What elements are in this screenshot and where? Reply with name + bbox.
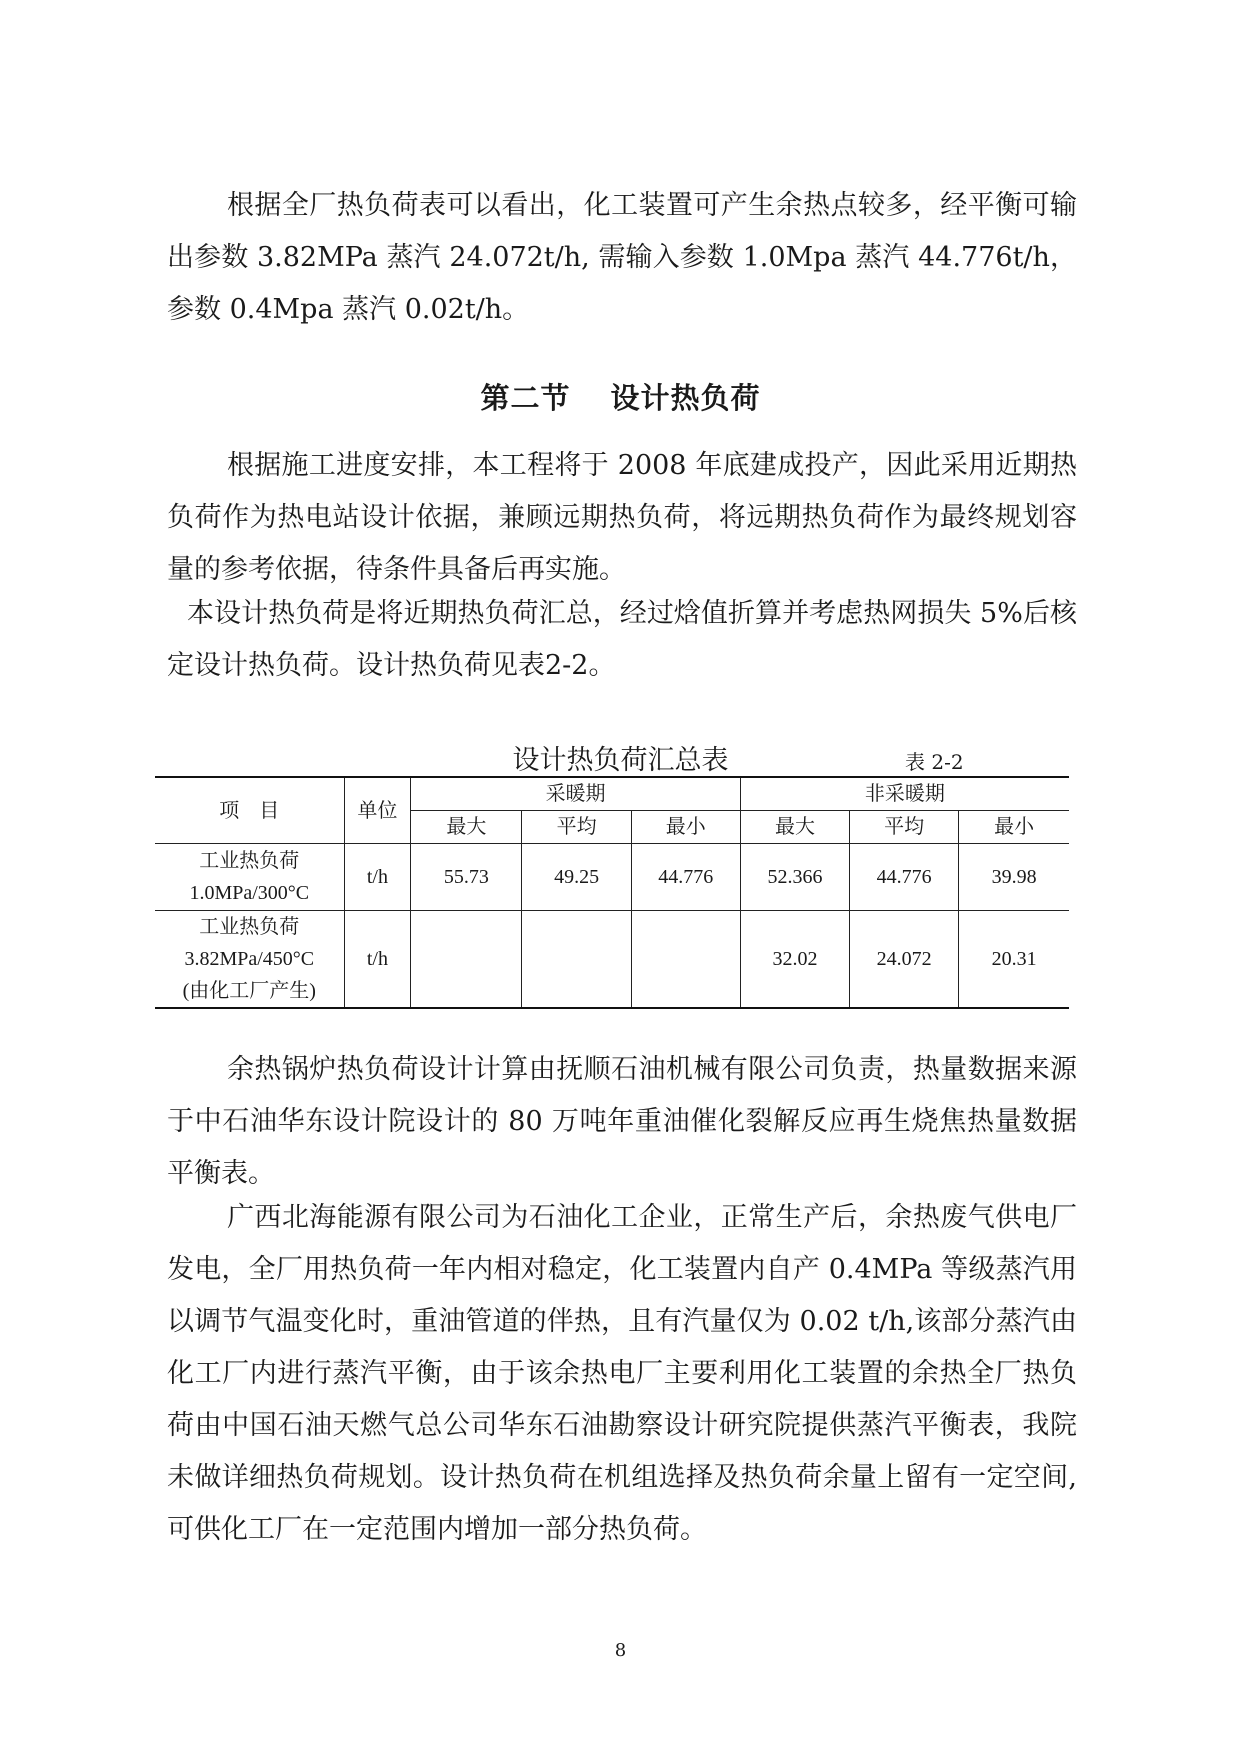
cell-non-heating-max: 52.366 xyxy=(740,844,849,911)
table-number: 表 2-2 xyxy=(905,750,964,774)
header-unit: 单位 xyxy=(344,777,411,844)
header-non-heating-min: 最小 xyxy=(959,811,1069,844)
row-unit: t/h xyxy=(344,911,411,1009)
row-item xyxy=(155,844,344,911)
cell-non-heating-avg: 44.776 xyxy=(850,844,959,911)
row-item xyxy=(155,911,344,1009)
section-title: 设计热负荷 xyxy=(610,381,761,415)
row-item-line3: (由化工厂产生) xyxy=(182,980,316,1002)
page-number: 8 xyxy=(614,1640,627,1661)
paragraph-waste-heat-boiler: 余热锅炉热负荷设计计算由抚顺石油机械有限公司负责，热量数据来源于中石油华东设计院设计的 80 万吨年重油催化裂解反应再生烧焦热量数据平衡表。 xyxy=(167,1054,1077,1189)
table-caption: 设计热负荷汇总表 xyxy=(512,745,729,776)
design-heat-load-table xyxy=(155,776,1069,1009)
row-item-line1: 工业热负荷 xyxy=(199,850,300,872)
cell-heating-max: 55.73 xyxy=(411,844,522,911)
header-item: 项 目 xyxy=(155,777,344,844)
header-heating-avg: 平均 xyxy=(522,811,631,844)
paragraph-heat-balance: 根据全厂热负荷表可以看出，化工装置可产生余热点较多，经平衡可输出参数 3.82MPa 蒸汽 24.072t/h, 需输入参数 1.0Mpa 蒸汽 44.776t/h，参数 0.4Mpa 蒸汽 0.02t/h。 xyxy=(167,190,1077,325)
header-heating-period: 采暖期 xyxy=(411,777,741,811)
section-heading xyxy=(0,376,1241,417)
cell-heating-min xyxy=(631,911,740,1009)
table-row xyxy=(155,911,1069,1009)
header-heating-max: 最大 xyxy=(411,811,522,844)
cell-non-heating-avg: 24.072 xyxy=(850,911,959,1009)
row-item-line2: 3.82MPa/450°C xyxy=(184,948,315,970)
paragraph-schedule: 根据施工进度安排，本工程将于 2008 年底建成投产，因此采用近期热负荷作为热电站设计依据，兼顾远期热负荷，将远期热负荷作为最终规划容量的参考依据，待条件具备后再实施。 xyxy=(167,450,1077,585)
cell-non-heating-max: 32.02 xyxy=(740,911,849,1009)
section-number: 第二节 xyxy=(480,381,571,415)
row-item-line2: 1.0MPa/300°C xyxy=(189,882,310,904)
cell-heating-max xyxy=(411,911,522,1009)
table-row xyxy=(155,844,1069,911)
cell-non-heating-min: 20.31 xyxy=(959,911,1069,1009)
paragraph-company-overview: 广西北海能源有限公司为石油化工企业，正常生产后，余热废气供电厂发电，全厂用热负荷一年内相对稳定，化工装置内自产 0.4MPa 等级蒸汽用以调节气温变化时，重油管道的伴热，且有汽量仅为 0.02 t/h,该部分蒸汽由化工厂内进行蒸汽平衡，由于该余热电厂主要利用化工装置的余热全厂热负荷由中国石油天燃气总公司华东石油勘察设计研究院提供蒸汽平衡表，我院未做详细热负荷规划。设计热负荷在机组选择及热负荷余量上留有一定空间,可供化工厂在一定范围内增加一部分热负荷。 xyxy=(167,1202,1077,1545)
header-non-heating-max: 最大 xyxy=(740,811,849,844)
cell-heating-min: 44.776 xyxy=(631,844,740,911)
header-non-heating-avg: 平均 xyxy=(850,811,959,844)
cell-non-heating-min: 39.98 xyxy=(959,844,1069,911)
row-unit: t/h xyxy=(344,844,411,911)
cell-heating-avg xyxy=(522,911,631,1009)
table-header-row xyxy=(155,777,1069,811)
paragraph-design-load: 本设计热负荷是将近期热负荷汇总，经过焓值折算并考虑热网损失 5%后核定设计热负荷。设计热负荷见表2-2。 xyxy=(167,598,1077,681)
row-item-line1: 工业热负荷 xyxy=(199,916,300,938)
header-non-heating-period: 非采暖期 xyxy=(740,777,1069,811)
header-heating-min: 最小 xyxy=(631,811,740,844)
cell-heating-avg: 49.25 xyxy=(522,844,631,911)
